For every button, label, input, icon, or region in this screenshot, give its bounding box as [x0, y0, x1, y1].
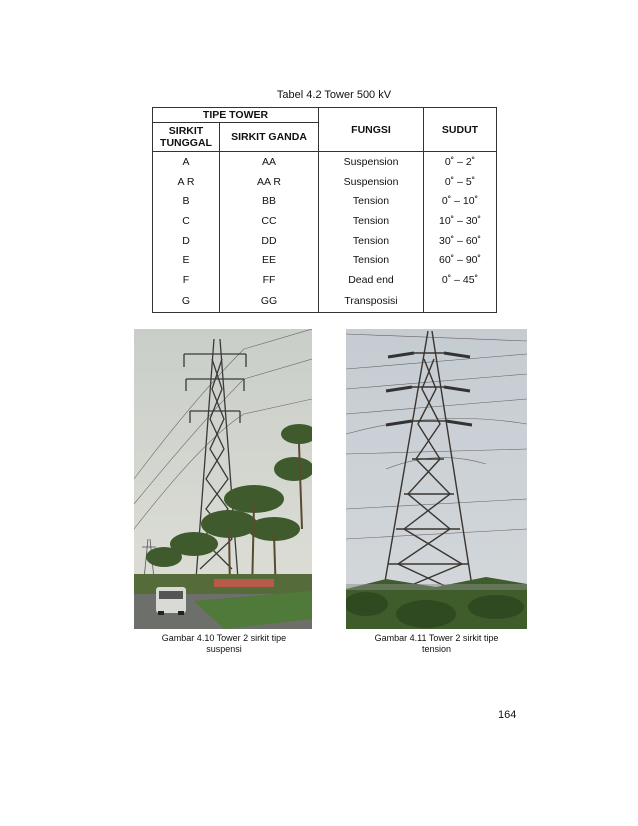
- table-row: [153, 290, 497, 313]
- table-row: [153, 191, 497, 211]
- figure-caption-4-10: [134, 633, 314, 655]
- sirkit-ganda-cell: GG: [220, 290, 319, 313]
- sudut-cell: 30˚ – 60˚: [424, 231, 497, 251]
- figure-caption-4-11-line1: Gambar 4.11 Tower 2 sirkit tipe: [374, 633, 499, 643]
- sirkit-ganda-cell: DD: [220, 231, 319, 251]
- fungsi-cell: Tension: [319, 191, 424, 211]
- sudut-cell: 0˚ – 10˚: [424, 191, 497, 211]
- table-row: [153, 211, 497, 231]
- photo-suspension-tower: [134, 329, 312, 629]
- page-number: 164: [498, 709, 517, 721]
- sirkit-ganda-cell: EE: [220, 250, 319, 270]
- table-body: [153, 152, 497, 313]
- table-row: [153, 152, 497, 172]
- sirkit-ganda-cell: AA R: [220, 172, 319, 192]
- header-fungsi: FUNGSI: [319, 108, 424, 152]
- sudut-cell: 0˚ – 5˚: [424, 172, 497, 192]
- sirkit-tunggal-cell: A: [153, 152, 220, 172]
- sudut-cell: 10˚ – 30˚: [424, 211, 497, 231]
- header-sirkit-ganda: SIRKIT GANDA: [220, 123, 319, 152]
- sudut-cell: [424, 290, 497, 313]
- sudut-cell: 60˚ – 90˚: [424, 250, 497, 270]
- sirkit-tunggal-cell: F: [153, 270, 220, 290]
- fungsi-cell: Tension: [319, 211, 424, 231]
- fungsi-cell: Suspension: [319, 152, 424, 172]
- header-tipe-tower: TIPE TOWER: [153, 108, 319, 123]
- header-sudut: SUDUT: [424, 108, 497, 152]
- sirkit-tunggal-cell: A R: [153, 172, 220, 192]
- table-row: [153, 172, 497, 192]
- sirkit-tunggal-cell: E: [153, 250, 220, 270]
- figure-caption-4-10-line2: suspensi: [206, 644, 242, 654]
- fungsi-cell: Tension: [319, 231, 424, 251]
- fungsi-cell: Tension: [319, 250, 424, 270]
- sirkit-ganda-cell: CC: [220, 211, 319, 231]
- sirkit-tunggal-cell: C: [153, 211, 220, 231]
- figure-caption-4-11: [346, 633, 527, 655]
- table-row: [153, 231, 497, 251]
- figure-caption-4-10-line1: Gambar 4.10 Tower 2 sirkit tipe: [161, 633, 287, 643]
- fungsi-cell: Transposisi: [319, 290, 424, 313]
- sirkit-ganda-cell: FF: [220, 270, 319, 290]
- photo-tension-tower: [346, 329, 527, 629]
- sirkit-tunggal-cell: G: [153, 290, 220, 313]
- table-row: [153, 270, 497, 290]
- figure-caption-4-11-line2: tension: [421, 644, 452, 654]
- table-row: [153, 250, 497, 270]
- sirkit-ganda-cell: AA: [220, 152, 319, 172]
- table-caption: Tabel 4.2 Tower 500 kV: [276, 89, 392, 101]
- sudut-cell: 0˚ – 45˚: [424, 270, 497, 290]
- tower-table: [152, 107, 497, 313]
- sudut-cell: 0˚ – 2˚: [424, 152, 497, 172]
- sirkit-tunggal-cell: D: [153, 231, 220, 251]
- header-sirkit-tunggal: SIRKIT TUNGGAL: [153, 123, 220, 152]
- sirkit-tunggal-cell: B: [153, 191, 220, 211]
- fungsi-cell: Suspension: [319, 172, 424, 192]
- sirkit-ganda-cell: BB: [220, 191, 319, 211]
- fungsi-cell: Dead end: [319, 270, 424, 290]
